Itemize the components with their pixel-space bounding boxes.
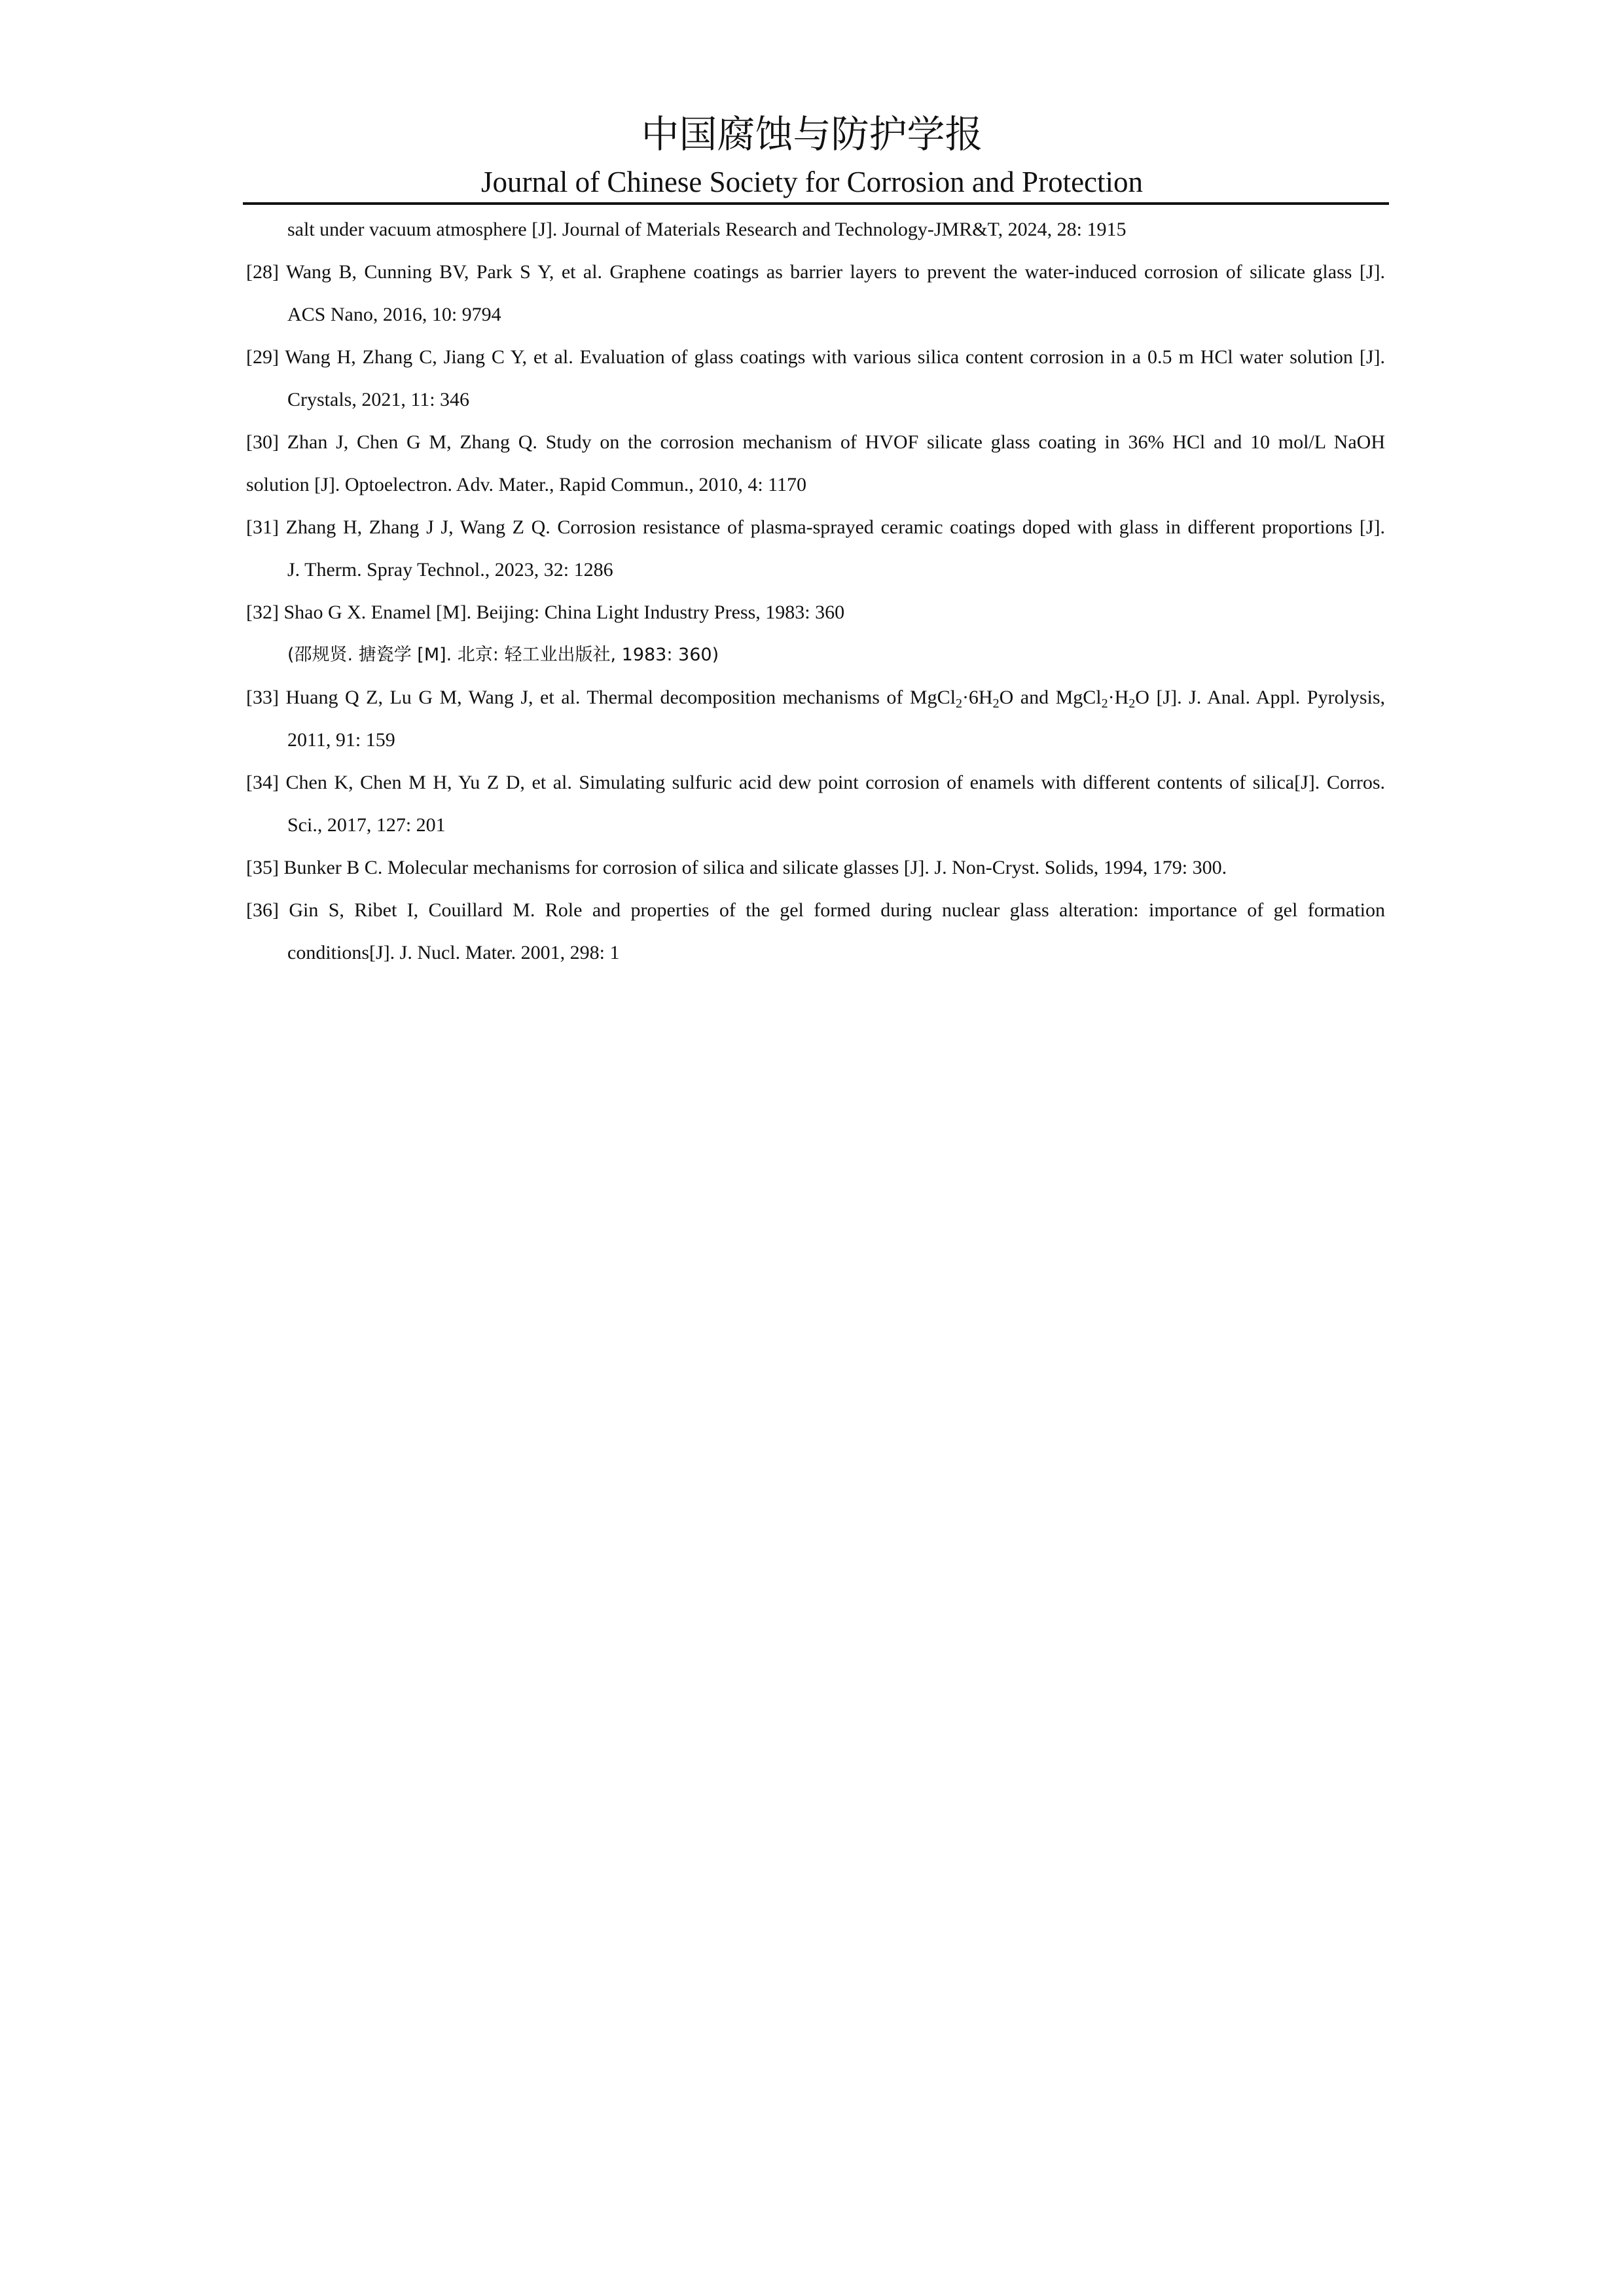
reference-29-line-1: [29] Wang H, Zhang C, Jiang C Y, et al. Evaluation of glass coatings with various silica content corrosion in a 0.5 m HCl water solution [J]. — [246, 346, 1385, 368]
reference-33-text-e: O [J]. J. Anal. Appl. Pyrolysis, — [1135, 687, 1385, 708]
subscript-2: 2 — [1101, 696, 1108, 711]
subscript-2: 2 — [955, 696, 962, 711]
reference-33-line-2: 2011, 91: 159 — [287, 729, 395, 751]
reference-list — [246, 208, 1385, 974]
reference-36-line-2: conditions[J]. J. Nucl. Mater. 2001, 298: 1 — [287, 942, 620, 963]
reference-33-text-a: [33] Huang Q Z, Lu G M, Wang J, et al. Thermal decomposition mechanisms of MgCl — [246, 687, 956, 708]
reference-35: [35] Bunker B C. Molecular mechanisms for corrosion of silica and silicate glasses [J]. J. Non-Cryst. Solids, 1994, 179: 300. — [246, 857, 1227, 878]
reference-33-text-b: ·6H — [962, 687, 993, 708]
subscript-2: 2 — [1128, 696, 1136, 711]
reference-31-line-1: [31] Zhang H, Zhang J J, Wang Z Q. Corrosion resistance of plasma-sprayed ceramic coatings doped with glass in different proportions [J]. — [246, 516, 1385, 538]
reference-32-line-2-chinese: (邵规贤. 搪瓷学 [M]. 北京: 轻工业出版社, 1983: 360) — [287, 645, 719, 665]
reference-32-line-1: [32] Shao G X. Enamel [M]. Beijing: China Light Industry Press, 1983: 360 — [246, 601, 845, 623]
reference-34-line-1: [34] Chen K, Chen M H, Yu Z D, et al. Simulating sulfuric acid dew point corrosion of enamels with different contents of silica[J]. Corros. — [246, 772, 1385, 793]
reference-33-text-d: ·H — [1108, 687, 1129, 708]
reference-30-line-2: solution [J]. Optoelectron. Adv. Mater., Rapid Commun., 2010, 4: 1170 — [246, 474, 807, 495]
reference-28-line-2: ACS Nano, 2016, 10: 9794 — [287, 304, 501, 325]
journal-title-chinese: 中国腐蚀与防护学报 — [641, 112, 983, 156]
journal-title-english: Journal of Chinese Society for Corrosion and Protection — [480, 166, 1144, 198]
reference-34-line-2: Sci., 2017, 127: 201 — [287, 814, 446, 836]
reference-33-line-1 — [246, 676, 1385, 719]
reference-36-line-1: [36] Gin S, Ribet I, Couillard M. Role and properties of the gel formed during nuclear glass alteration: importance of gel formation — [246, 899, 1385, 921]
reference-33-text-c: O and MgCl — [999, 687, 1102, 708]
header-divider — [243, 202, 1389, 205]
reference-31-line-2: J. Therm. Spray Technol., 2023, 32: 1286 — [287, 559, 613, 581]
reference-29-line-2: Crystals, 2021, 11: 346 — [287, 389, 470, 410]
subscript-2: 2 — [992, 696, 1000, 711]
reference-27-continuation: salt under vacuum atmosphere [J]. Journal of Materials Research and Technology-JMR&T, 2024, 28: 1915 — [287, 219, 1127, 240]
reference-30-line-1: [30] Zhan J, Chen G M, Zhang Q. Study on the corrosion mechanism of HVOF silicate glass coating in 36% HCl and 10 mol/L NaOH — [246, 431, 1385, 453]
reference-28-line-1: [28] Wang B, Cunning BV, Park S Y, et al. Graphene coatings as barrier layers to prevent the water-induced corrosion of silicate glass [J]. — [246, 261, 1385, 283]
